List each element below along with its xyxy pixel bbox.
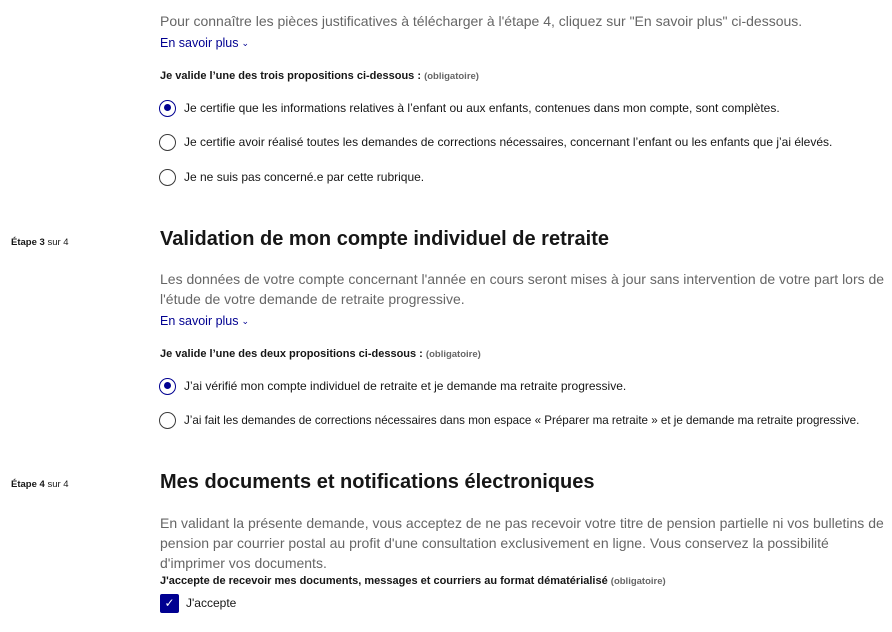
required-hint: (obligatoire) <box>424 71 479 82</box>
step2-option-not-concerned[interactable] <box>159 166 424 188</box>
step3-more-link[interactable] <box>160 313 249 329</box>
more-link-label: En savoir plus <box>160 314 239 328</box>
required-hint: (obligatoire) <box>610 576 666 587</box>
checkbox-checked-icon[interactable]: ✓ <box>160 594 179 613</box>
step-suffix: sur 4 <box>47 479 69 490</box>
legend-text: Je valide l’une des trois propositions ci-dessous : <box>160 70 422 82</box>
step3-title: Validation de mon compte individuel de retraite <box>160 228 609 250</box>
step4-title: Mes documents et notifications électroniques <box>160 471 595 493</box>
step2-option-complete[interactable] <box>159 97 780 119</box>
step4-indicator <box>11 479 69 490</box>
radio-label: J’ai vérifié mon compte individuel de retraite et je demande ma retraite progressive. <box>184 379 627 393</box>
step-number: 3 <box>39 237 45 248</box>
step3-legend <box>160 346 481 363</box>
more-link-label: En savoir plus <box>160 36 239 50</box>
accept-checkbox-row[interactable] <box>160 593 236 613</box>
chevron-down-icon: ⌄ <box>241 38 250 48</box>
step3-option-corrections[interactable] <box>159 409 859 431</box>
legend-text: J'accepte de recevoir mes documents, messages et courriers au format dématérialisé <box>160 575 608 587</box>
step-prefix: Étape <box>11 237 37 248</box>
step2-legend <box>160 68 479 85</box>
step-suffix: sur 4 <box>47 237 69 248</box>
step3-indicator <box>11 237 69 248</box>
radio-selected-icon[interactable] <box>159 100 176 117</box>
radio-unselected-icon[interactable] <box>159 169 176 186</box>
step4-description: En validant la présente demande, vous acceptez de ne pas recevoir votre titre de pension partielle ni vos bulletins de pension par courrier postal au profit d'une consultation exclusivement en ligne. Vous conservez la possibilité d'imprimer vos documents. <box>160 515 884 571</box>
step2-more-link[interactable] <box>160 35 249 51</box>
radio-label: J’ai fait les demandes de corrections nécessaires dans mon espace « Préparer ma retraite » et je demande ma retraite progressive. <box>184 413 860 427</box>
step2-option-corrections[interactable] <box>159 131 832 153</box>
legend-text: Je valide l’une des deux propositions ci-dessous : <box>160 348 423 360</box>
radio-selected-icon[interactable] <box>159 378 176 395</box>
step3-description: Les données de votre compte concernant l'année en cours seront mises à jour sans intervention de votre part lors de l'étude de votre demande de retraite progressive. <box>160 271 885 307</box>
radio-label: Je certifie avoir réalisé toutes les demandes de corrections nécessaires, concernant l’enfant ou les enfants que j’ai élevés. <box>184 135 833 149</box>
radio-label: Je ne suis pas concerné.e par cette rubrique. <box>184 170 425 184</box>
step3-option-verified[interactable] <box>159 375 626 397</box>
step-prefix: Étape <box>11 479 37 490</box>
required-hint: (obligatoire) <box>425 349 481 360</box>
step2-intro-text: Pour connaître les pièces justificatives à télécharger à l'étape 4, cliquez sur "En savoir plus" ci-dessous. <box>160 13 803 29</box>
checkbox-label: J'accepte <box>186 596 237 610</box>
radio-unselected-icon[interactable] <box>159 134 176 151</box>
radio-unselected-icon[interactable] <box>159 412 176 429</box>
radio-label: Je certifie que les informations relatives à l’enfant ou aux enfants, contenues dans mon compte, sont complètes. <box>184 101 780 115</box>
step-number: 4 <box>39 479 45 490</box>
step4-legend <box>160 573 666 590</box>
chevron-down-icon: ⌄ <box>241 316 250 326</box>
